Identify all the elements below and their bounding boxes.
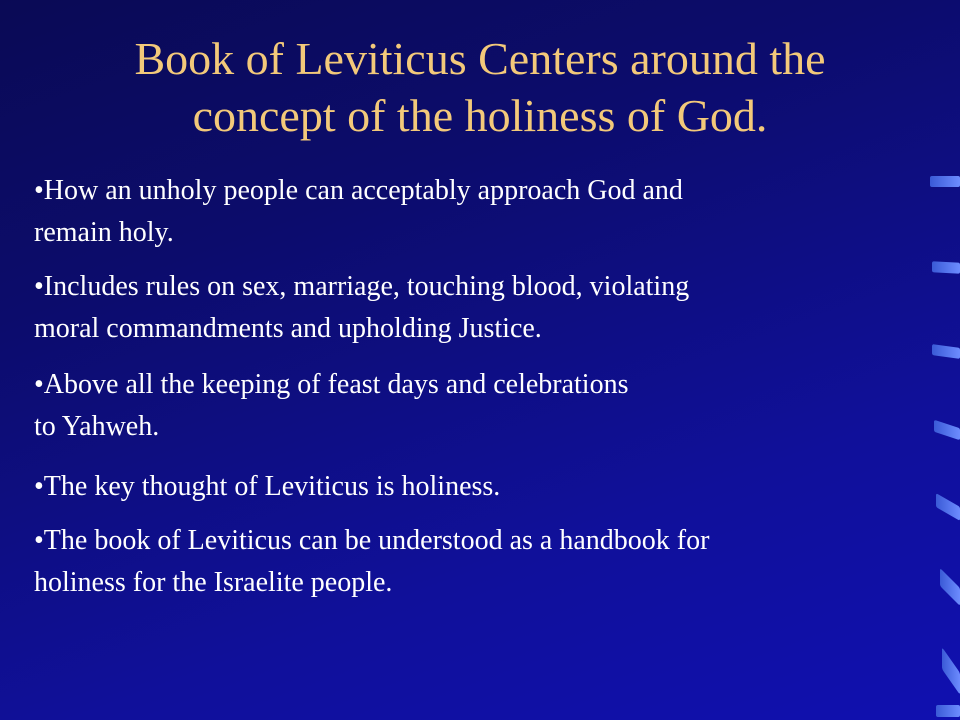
- bullet-item: [34, 266, 689, 350]
- bullet-text: •Includes rules on sex, marriage, touching blood, violating: [34, 271, 690, 302]
- bullet-text: •The book of Leviticus can be understood as a handbook for: [34, 525, 710, 556]
- bullet-text: •The key thought of Leviticus is holiness.: [34, 471, 501, 502]
- slide-title-line-2: concept of the holiness of God.: [192, 90, 768, 141]
- decorative-stripe: [940, 568, 960, 606]
- bullet-text: •How an unholy people can acceptably approach God and: [34, 175, 683, 206]
- bullet-item: [34, 466, 500, 508]
- decorative-stripe: [942, 647, 960, 695]
- bullet-item: [34, 170, 683, 254]
- decorative-stripe: [930, 176, 960, 187]
- bullet-text: remain holy.: [34, 217, 174, 248]
- bullet-text: holiness for the Israelite people.: [34, 567, 393, 598]
- bullet-item: [34, 520, 709, 604]
- decorative-stripe: [936, 493, 960, 521]
- decorative-stripe: [934, 420, 960, 440]
- bullet-text: to Yahweh.: [34, 411, 160, 442]
- slide-title: [0, 30, 960, 144]
- bullet-text: •Above all the keeping of feast days and celebrations: [34, 369, 629, 400]
- decorative-stripe: [932, 344, 960, 359]
- decorative-stripe: [936, 705, 960, 717]
- slide-title-line-1: Book of Leviticus Centers around the: [134, 33, 826, 84]
- bullet-item: [34, 364, 628, 448]
- decorative-stripe: [932, 261, 960, 273]
- bullet-text: moral commandments and upholding Justice.: [34, 313, 542, 344]
